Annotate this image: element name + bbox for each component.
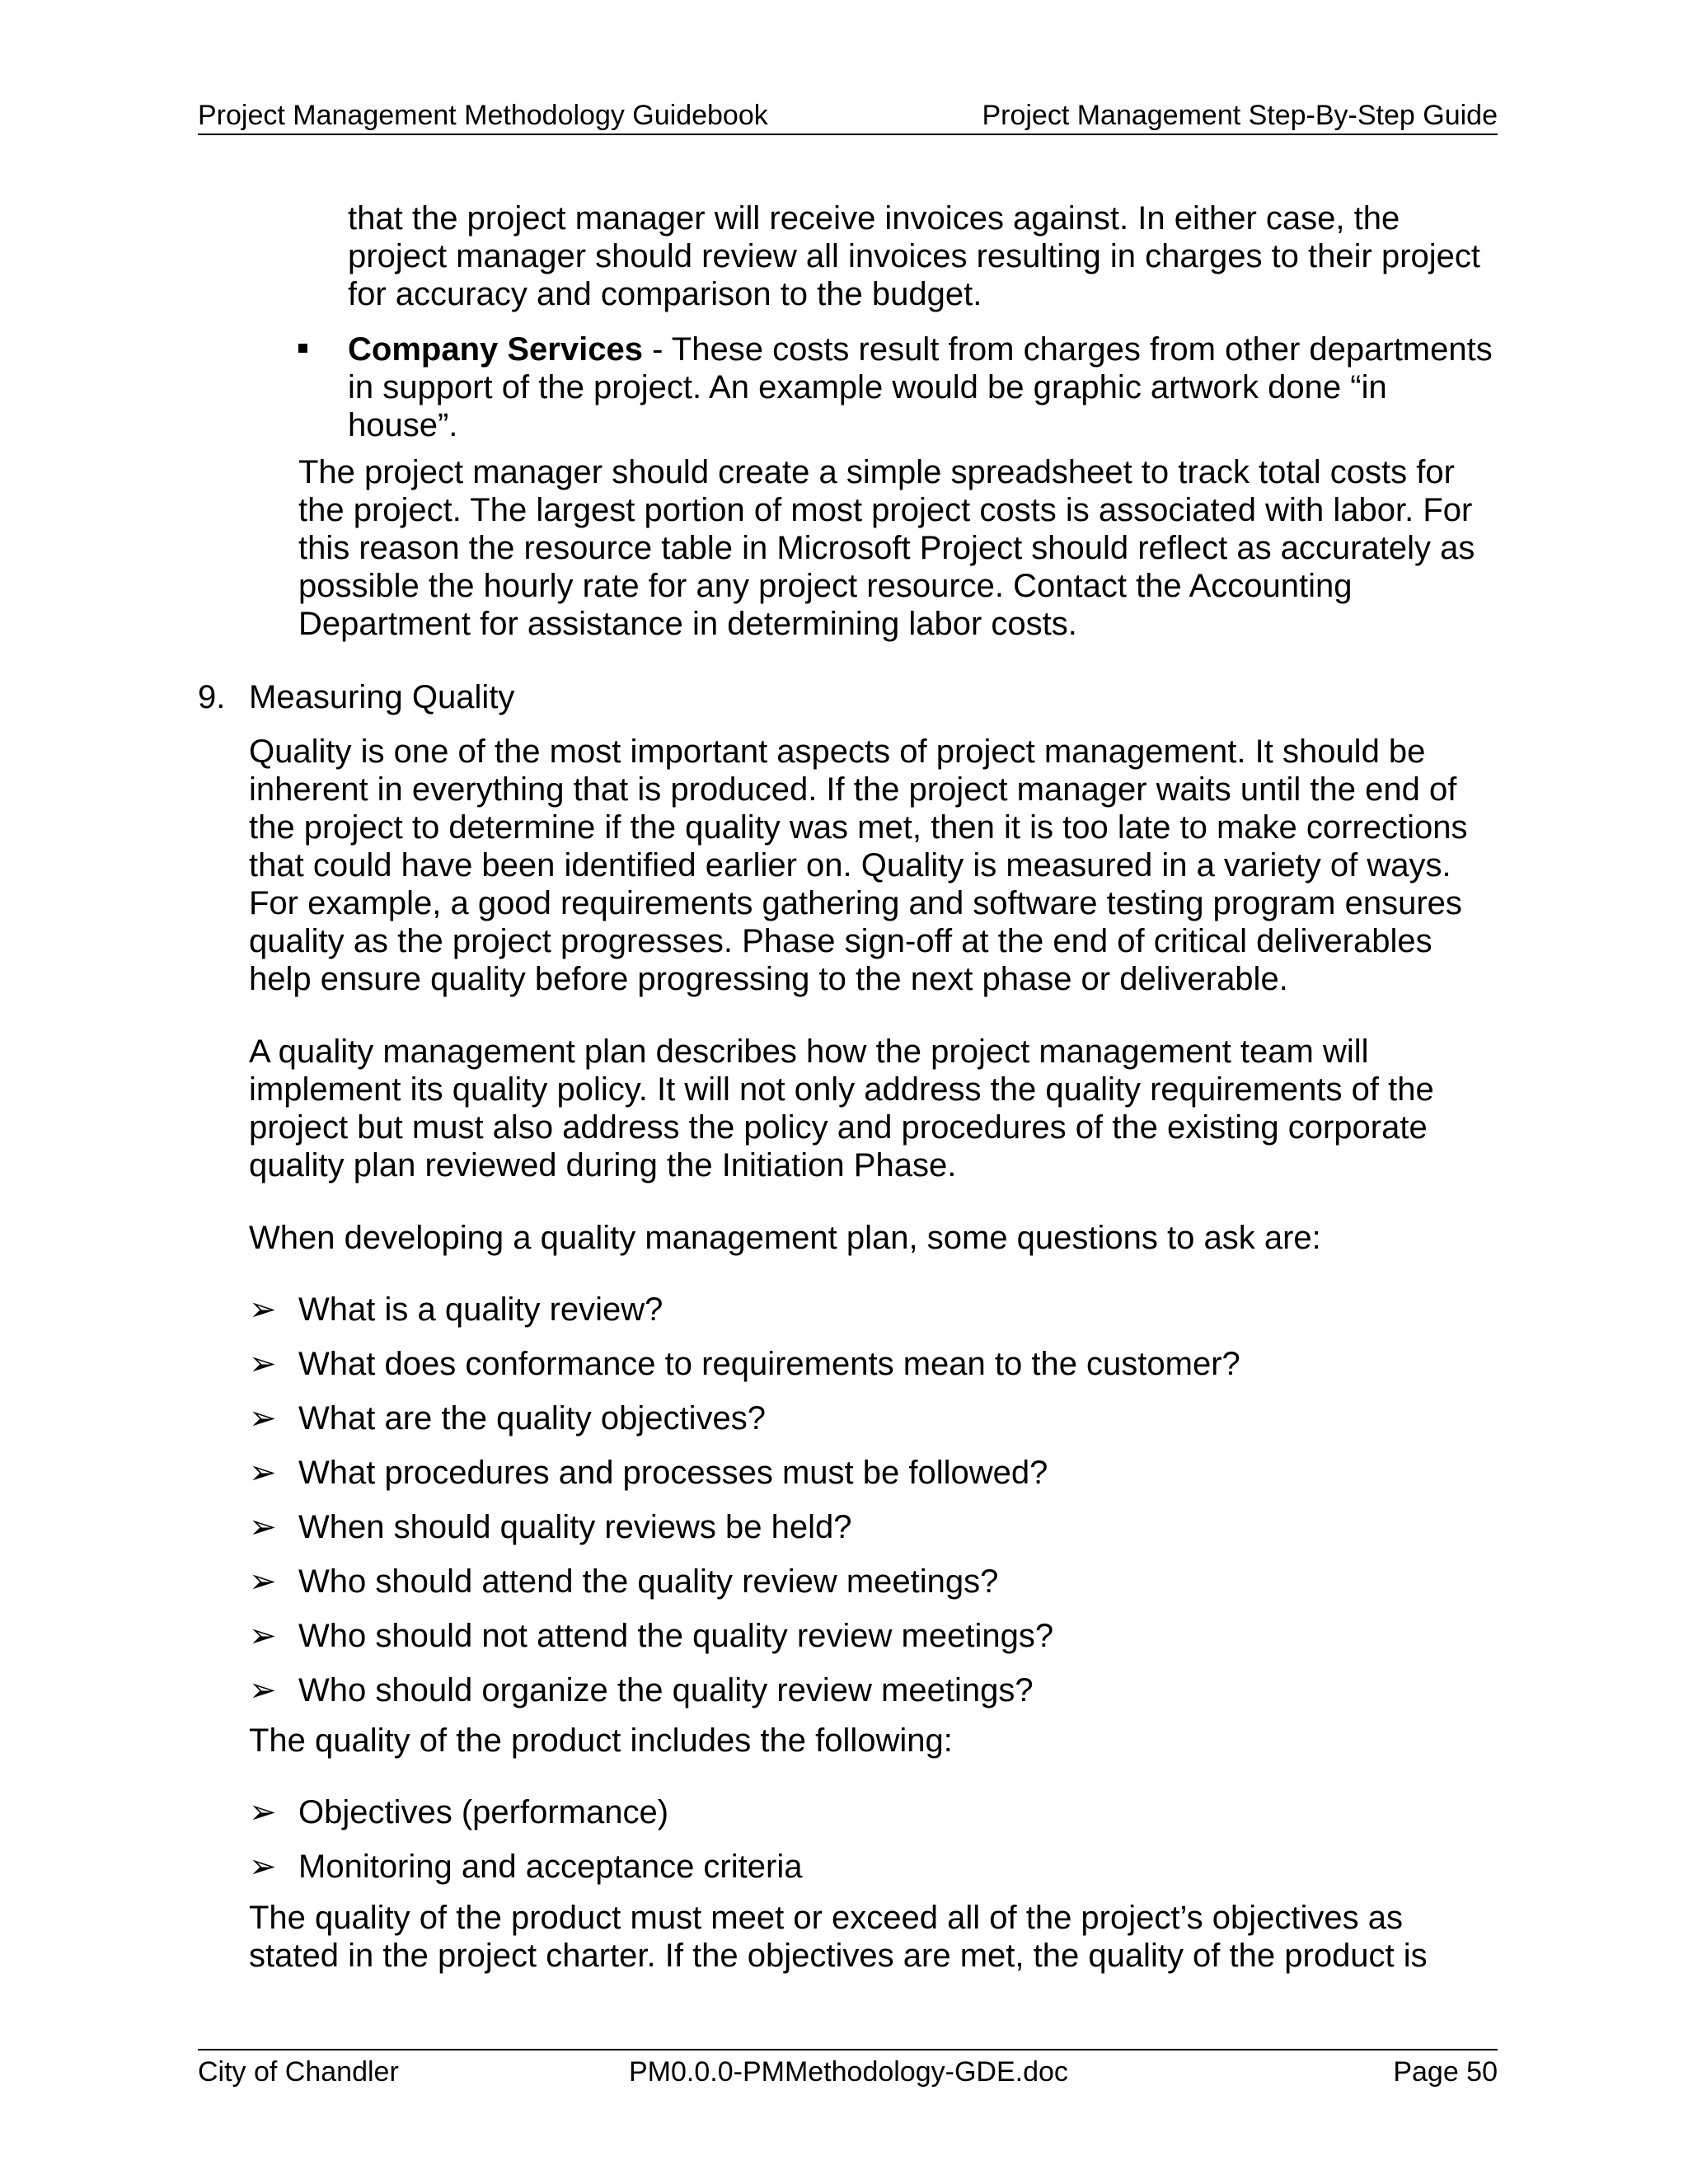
quality-paragraph-3: When developing a quality management plan, some questions to ask are: xyxy=(249,1220,1321,1256)
list-item xyxy=(249,1345,1502,1399)
list-item xyxy=(249,1454,1502,1508)
header-right: Project Management Step-By-Step Guide xyxy=(982,100,1498,131)
header-rule xyxy=(198,134,1498,135)
question-text: What procedures and processes must be followed? xyxy=(298,1455,1048,1491)
question-text: What does conformance to requirements mean to the customer? xyxy=(298,1346,1240,1382)
quality-paragraph-1: Quality is one of the most important aspects of project management. It should be inherent in everything that is produced. If the project manager waits until the end of the project to determine if the quality was met, then it is too late to make corrections that could have been identified earlier on. Quality is measured in a variety of ways. For example, a good requirements gathering and software testing program ensures quality as the project progresses. Phase sign-off at the end of critical deliverables help ensure quality before progressing to the next phase or deliverable. xyxy=(249,733,1468,997)
question-text: What is a quality review? xyxy=(298,1291,663,1328)
list-item xyxy=(249,1848,1502,1902)
include-text: Objectives (performance) xyxy=(298,1794,669,1830)
cost-paragraph: The project manager should create a simple spreadsheet to track total costs for the project. The largest portion of most project costs is associated with labor. For this reason the resource table in Microsoft Project should reflect as accurately as possible the hourly rate for any project resource. Contact the Accounting Department for assistance in determining labor costs. xyxy=(298,454,1475,642)
include-text: Monitoring and acceptance criteria xyxy=(298,1849,803,1885)
question-text: Who should attend the quality review meetings? xyxy=(298,1563,999,1600)
arrow-bullet-icon: ➢ xyxy=(249,1400,277,1436)
arrow-bullet-icon: ➢ xyxy=(249,1563,277,1600)
list-item xyxy=(249,1617,1502,1671)
arrow-bullet-icon: ➢ xyxy=(249,1672,277,1708)
question-text: When should quality reviews be held? xyxy=(298,1509,852,1545)
question-text: Who should organize the quality review meetings? xyxy=(298,1672,1034,1708)
arrow-bullet-icon: ➢ xyxy=(249,1794,277,1830)
questions-list xyxy=(249,1291,1502,1726)
quality-paragraph-2: A quality management plan describes how the project management team will implement its quality policy. It will not only address the quality requirements of the project but must also address the policy and procedures of the existing corporate quality plan reviewed during the Initiation Phase. xyxy=(249,1033,1434,1183)
arrow-bullet-icon: ➢ xyxy=(249,1509,277,1545)
footer-center: PM0.0.0-PMMethodology-GDE.doc xyxy=(629,2056,1068,2088)
section-title: Measuring Quality xyxy=(249,679,515,715)
list-item xyxy=(249,1563,1502,1617)
section-number: 9. xyxy=(198,679,226,715)
arrow-bullet-icon: ➢ xyxy=(249,1291,277,1328)
footer-left: City of Chandler xyxy=(198,2056,399,2088)
company-services-label: Company Services xyxy=(348,331,643,368)
arrow-bullet-icon: ➢ xyxy=(249,1346,277,1382)
company-services-text xyxy=(348,330,1502,444)
list-item xyxy=(249,1399,1502,1454)
square-bullet-icon xyxy=(298,344,307,353)
question-text: What are the quality objectives? xyxy=(298,1400,766,1436)
list-item xyxy=(249,1793,1502,1848)
includes-list xyxy=(249,1793,1502,1902)
footer-rule xyxy=(198,2049,1498,2050)
continuation-paragraph: that the project manager will receive invoices against. In either case, the project manager should review all invoices resulting in charges to their project for accuracy and comparison to the budget. xyxy=(348,200,1481,312)
list-item xyxy=(249,1291,1502,1345)
question-text: Who should not attend the quality review meetings? xyxy=(298,1618,1054,1654)
arrow-bullet-icon: ➢ xyxy=(249,1618,277,1654)
header-left: Project Management Methodology Guidebook xyxy=(198,100,768,131)
quality-paragraph-5: The quality of the product must meet or exceed all of the project’s objectives as stated in the project charter. If the objectives are met, the quality of the product is xyxy=(249,1900,1428,1974)
arrow-bullet-icon: ➢ xyxy=(249,1849,277,1885)
footer-page-number: Page 50 xyxy=(1393,2056,1498,2088)
company-services-description: - These costs result from charges from other departments in support of the project. An example would be graphic artwork done “in house”. xyxy=(348,331,1493,443)
list-item xyxy=(249,1671,1502,1726)
list-item xyxy=(249,1508,1502,1563)
quality-paragraph-4: The quality of the product includes the following: xyxy=(249,1722,953,1759)
arrow-bullet-icon: ➢ xyxy=(249,1455,277,1491)
